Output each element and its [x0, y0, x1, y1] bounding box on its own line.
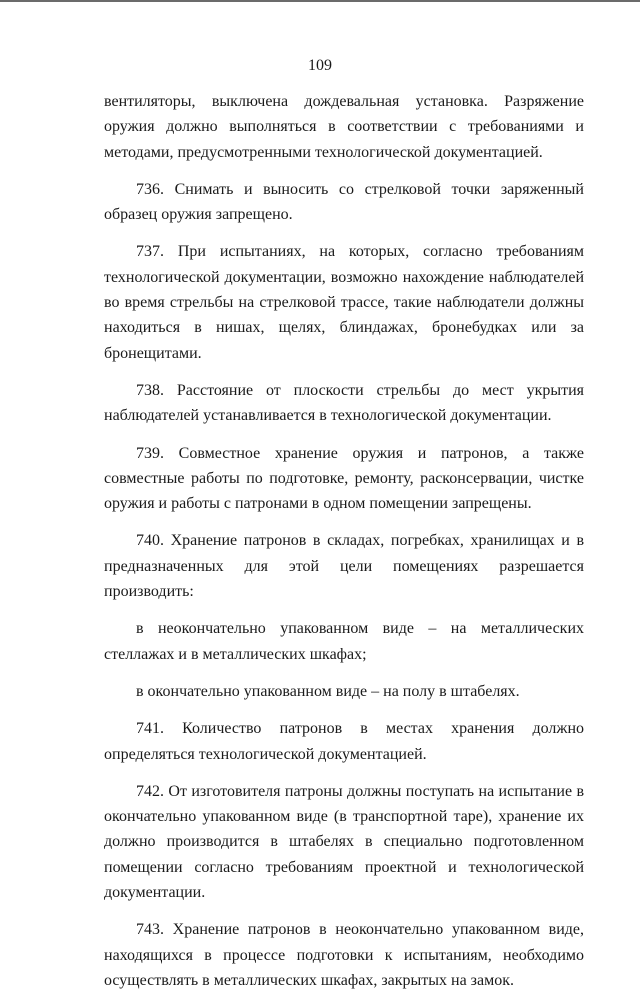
paragraph-737: 737. При испытаниях, на которых, согласно требованиям технологической документации, возможно нахождение наблюдателей во время стрельбы на стрелковой трассе, такие наблюдатели должны находиться в нишах, щелях, блиндажах, бронебудках или за бронещитами.	[104, 243, 584, 362]
document-body	[104, 89, 584, 993]
page-number: 109	[308, 57, 332, 74]
paragraph-739: 739. Совместное хранение оружия и патронов, а также совместные работы по подготовке, ремонту, расконсервации, чистке оружия и работы с патронами в одном помещении запрещены.	[104, 444, 584, 513]
paragraph-743: 743. Хранение патронов в неокончательно упакованном виде, находящихся в процессе подготовки к испытаниям, необходимо осуществлять в металлических шкафах, закрытых на замок.	[104, 921, 584, 989]
paragraph-742: 742. От изготовителя патроны должны поступать на испытание в окончательно упакованном виде (в транспортной таре), хранение их должно производится в штабелях в специально подготовленном помещении согласно требованиям проектной и технологической документации.	[104, 782, 584, 902]
paragraph-continuation: вентиляторы, выключена дождевальная установка. Разряжение оружия должно выполняться в соответствии с требованиями и методами, предусмотренными технологической документацией.	[104, 93, 584, 161]
paragraph-738: 738. Расстояние от плоскости стрельбы до мест укрытия наблюдателей устанавливается в технологической документации.	[104, 381, 584, 425]
paragraph-740-item-2: в окончательно упакованном виде – на полу в штабелях.	[136, 682, 520, 700]
paragraph-741: 741. Количество патронов в местах хранения должно определяться технологической документацией.	[104, 720, 584, 763]
paragraph-736: 736. Снимать и выносить со стрелковой точки заряженный образец оружия запрещено.	[104, 180, 584, 224]
paragraph-740-item-1: в неокончательно упакованном виде – на металлических стеллажах и в металлических шкафах;	[104, 620, 584, 663]
paragraph-740: 740. Хранение патронов в складах, погребках, хранилищах и в предназначенных для этой цели помещениях разрешается производить:	[104, 532, 584, 601]
page-top-edge	[0, 0, 640, 2]
